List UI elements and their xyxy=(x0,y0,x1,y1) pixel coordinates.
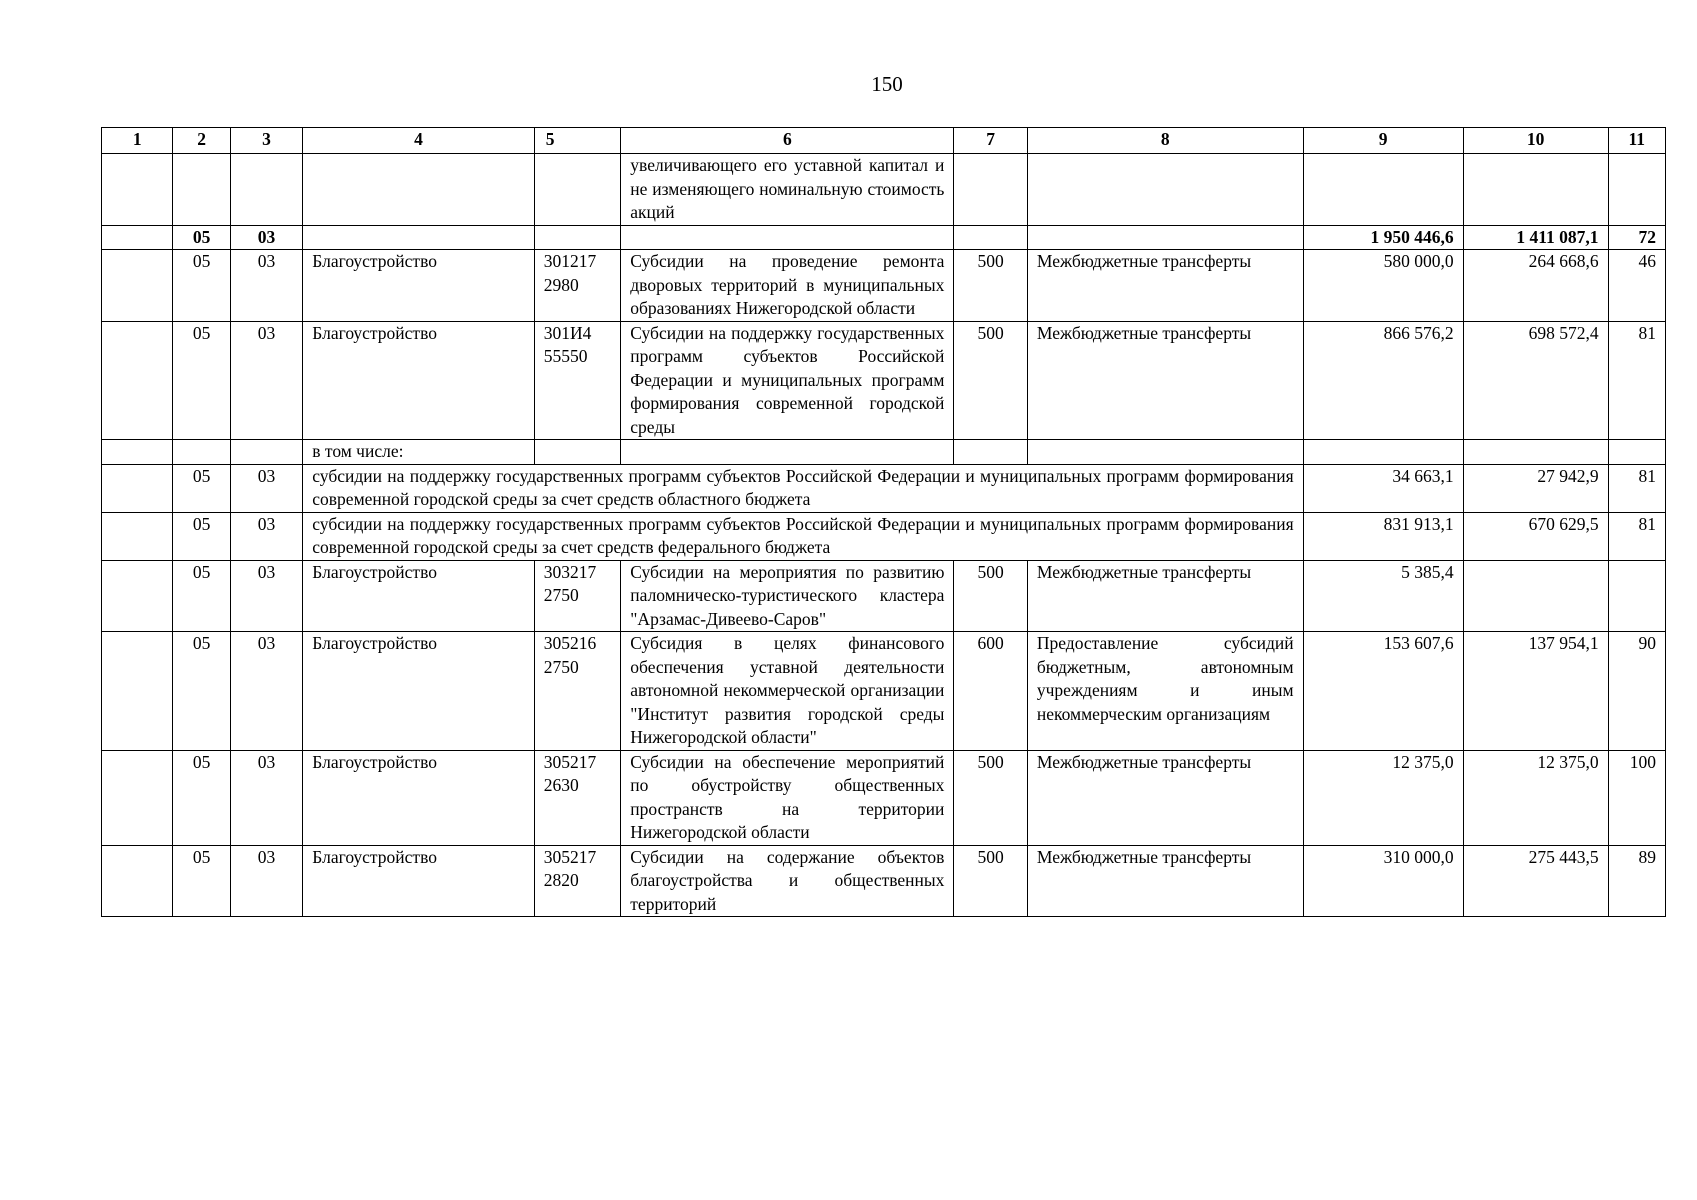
table-cell: Благоустройство xyxy=(303,632,534,751)
table-cell: Благоустройство xyxy=(303,750,534,845)
table-row xyxy=(102,440,1666,465)
table-cell xyxy=(102,440,173,465)
table-cell xyxy=(1608,154,1665,226)
table-row xyxy=(102,845,1666,917)
table-cell xyxy=(1027,440,1303,465)
table-cell: 05 xyxy=(173,250,230,322)
table-cell: 81 xyxy=(1608,464,1665,512)
table-cell xyxy=(102,225,173,250)
table-cell xyxy=(954,440,1027,465)
table-cell: Благоустройство xyxy=(303,250,534,322)
table-cell: 46 xyxy=(1608,250,1665,322)
table-cell xyxy=(1303,440,1463,465)
table-cell: 03 xyxy=(230,845,302,917)
table-cell: 81 xyxy=(1608,512,1665,560)
table-cell xyxy=(102,154,173,226)
table-cell: 153 607,6 xyxy=(1303,632,1463,751)
table-row xyxy=(102,250,1666,322)
table-cell: 264 668,6 xyxy=(1463,250,1608,322)
table-cell: 305217 2630 xyxy=(534,750,621,845)
table-cell: 301217 2980 xyxy=(534,250,621,322)
table-cell: 03 xyxy=(230,321,302,440)
table-cell: 698 572,4 xyxy=(1463,321,1608,440)
table-cell: Предоставление субсидий бюджетным, автономным учреждениям и иным некоммерческим организациям xyxy=(1027,632,1303,751)
table-cell xyxy=(173,440,230,465)
table-body xyxy=(102,154,1666,917)
table-cell: 03 xyxy=(230,632,302,751)
table-row xyxy=(102,560,1666,632)
table-cell: Субсидии на поддержку государственных программ субъектов Российской Федерации и муниципальных программ формирования современной городской среды xyxy=(621,321,954,440)
column-header: 10 xyxy=(1463,128,1608,154)
column-header: 8 xyxy=(1027,128,1303,154)
table-cell: Благоустройство xyxy=(303,845,534,917)
table-cell xyxy=(1463,560,1608,632)
table-cell xyxy=(102,321,173,440)
table-cell xyxy=(230,440,302,465)
table-cell: 12 375,0 xyxy=(1303,750,1463,845)
table-row xyxy=(102,225,1666,250)
table-cell xyxy=(1027,225,1303,250)
table-row xyxy=(102,632,1666,751)
budget-table xyxy=(101,127,1666,917)
table-cell: 05 xyxy=(173,225,230,250)
table-cell: субсидии на поддержку государственных программ субъектов Российской Федерации и муниципальных программ формирования современной городской среды за счет средств областного бюджета xyxy=(303,464,1303,512)
table-cell: 5 385,4 xyxy=(1303,560,1463,632)
table-cell: 600 xyxy=(954,632,1027,751)
table-cell: 301И4 55550 xyxy=(534,321,621,440)
table-cell: 670 629,5 xyxy=(1463,512,1608,560)
table-cell: Субсидии на содержание объектов благоустройства и общественных территорий xyxy=(621,845,954,917)
table-cell xyxy=(534,440,621,465)
table-cell: Благоустройство xyxy=(303,321,534,440)
table-cell xyxy=(1027,154,1303,226)
table-cell xyxy=(303,225,534,250)
table-row xyxy=(102,512,1666,560)
table-cell: Межбюджетные трансферты xyxy=(1027,560,1303,632)
table-cell xyxy=(621,440,954,465)
table-cell: 1 411 087,1 xyxy=(1463,225,1608,250)
table-cell: в том числе: xyxy=(303,440,534,465)
table-cell: 500 xyxy=(954,250,1027,322)
table-cell xyxy=(102,632,173,751)
table-cell: 500 xyxy=(954,845,1027,917)
table-cell: 05 xyxy=(173,632,230,751)
table-cell: 03 xyxy=(230,560,302,632)
table-cell xyxy=(102,464,173,512)
table-cell: Субсидии на мероприятия по развитию паломническо-туристического кластера "Арзамас-Дивеево-Саров" xyxy=(621,560,954,632)
table-cell: 866 576,2 xyxy=(1303,321,1463,440)
table-cell xyxy=(534,225,621,250)
table-cell: 34 663,1 xyxy=(1303,464,1463,512)
table-cell: 05 xyxy=(173,464,230,512)
table-row xyxy=(102,154,1666,226)
table-cell xyxy=(102,250,173,322)
table-cell xyxy=(1463,154,1608,226)
table-row xyxy=(102,464,1666,512)
table-cell: Субсидии на обеспечение мероприятий по обустройству общественных пространств на территории Нижегородской области xyxy=(621,750,954,845)
table-cell: 12 375,0 xyxy=(1463,750,1608,845)
table-cell: Межбюджетные трансферты xyxy=(1027,845,1303,917)
table-cell: 831 913,1 xyxy=(1303,512,1463,560)
table-cell: Субсидия в целях финансового обеспечения уставной деятельности автономной некоммерческой организации "Институт развития городской среды Нижегородской области" xyxy=(621,632,954,751)
table-cell: Межбюджетные трансферты xyxy=(1027,250,1303,322)
table-cell: 305216 2750 xyxy=(534,632,621,751)
table-cell: 137 954,1 xyxy=(1463,632,1608,751)
table-cell xyxy=(102,560,173,632)
table-cell: 05 xyxy=(173,321,230,440)
table-cell: 81 xyxy=(1608,321,1665,440)
table-cell xyxy=(954,225,1027,250)
table-cell xyxy=(102,750,173,845)
table-cell xyxy=(1463,440,1608,465)
table-cell: 500 xyxy=(954,321,1027,440)
table-cell: Субсидии на проведение ремонта дворовых территорий в муниципальных образованиях Нижегородской области xyxy=(621,250,954,322)
table-cell: 05 xyxy=(173,560,230,632)
table-cell: 275 443,5 xyxy=(1463,845,1608,917)
table-cell xyxy=(173,154,230,226)
table-cell: 03 xyxy=(230,750,302,845)
table-cell xyxy=(621,225,954,250)
table-cell: 303217 2750 xyxy=(534,560,621,632)
table-cell: 1 950 446,6 xyxy=(1303,225,1463,250)
page-number: 150 xyxy=(871,72,903,96)
table-cell: 90 xyxy=(1608,632,1665,751)
table-cell xyxy=(1608,560,1665,632)
table-cell: субсидии на поддержку государственных программ субъектов Российской Федерации и муниципальных программ формирования современной городской среды за счет средств федерального бюджета xyxy=(303,512,1303,560)
table-cell xyxy=(102,845,173,917)
table-cell: 03 xyxy=(230,512,302,560)
table-row xyxy=(102,321,1666,440)
table-cell: 500 xyxy=(954,560,1027,632)
table-cell xyxy=(102,512,173,560)
table-cell: 03 xyxy=(230,250,302,322)
column-header: 5 xyxy=(534,128,621,154)
table-cell: 72 xyxy=(1608,225,1665,250)
table-cell xyxy=(303,154,534,226)
table-cell: 100 xyxy=(1608,750,1665,845)
table-cell xyxy=(954,154,1027,226)
table-cell: 05 xyxy=(173,512,230,560)
column-header: 3 xyxy=(230,128,302,154)
table-row xyxy=(102,750,1666,845)
table-cell: 03 xyxy=(230,464,302,512)
column-number-row xyxy=(102,128,1666,154)
table-cell xyxy=(1303,154,1463,226)
column-header: 11 xyxy=(1608,128,1665,154)
table-cell: Благоустройство xyxy=(303,560,534,632)
column-header: 1 xyxy=(102,128,173,154)
table-cell: 05 xyxy=(173,845,230,917)
table-cell: 03 xyxy=(230,225,302,250)
column-header: 9 xyxy=(1303,128,1463,154)
table-cell: 310 000,0 xyxy=(1303,845,1463,917)
table-cell: 89 xyxy=(1608,845,1665,917)
table-cell: 27 942,9 xyxy=(1463,464,1608,512)
table-cell: 500 xyxy=(954,750,1027,845)
table-cell: 580 000,0 xyxy=(1303,250,1463,322)
column-header: 2 xyxy=(173,128,230,154)
table-cell: увеличивающего его уставной капитал и не изменяющего номинальную стоимость акций xyxy=(621,154,954,226)
table-cell: 05 xyxy=(173,750,230,845)
table-cell: 305217 2820 xyxy=(534,845,621,917)
table-cell: Межбюджетные трансферты xyxy=(1027,750,1303,845)
table-cell xyxy=(1608,440,1665,465)
table-cell xyxy=(230,154,302,226)
table-cell xyxy=(534,154,621,226)
column-header: 6 xyxy=(621,128,954,154)
column-header: 7 xyxy=(954,128,1027,154)
column-header: 4 xyxy=(303,128,534,154)
table-cell: Межбюджетные трансферты xyxy=(1027,321,1303,440)
